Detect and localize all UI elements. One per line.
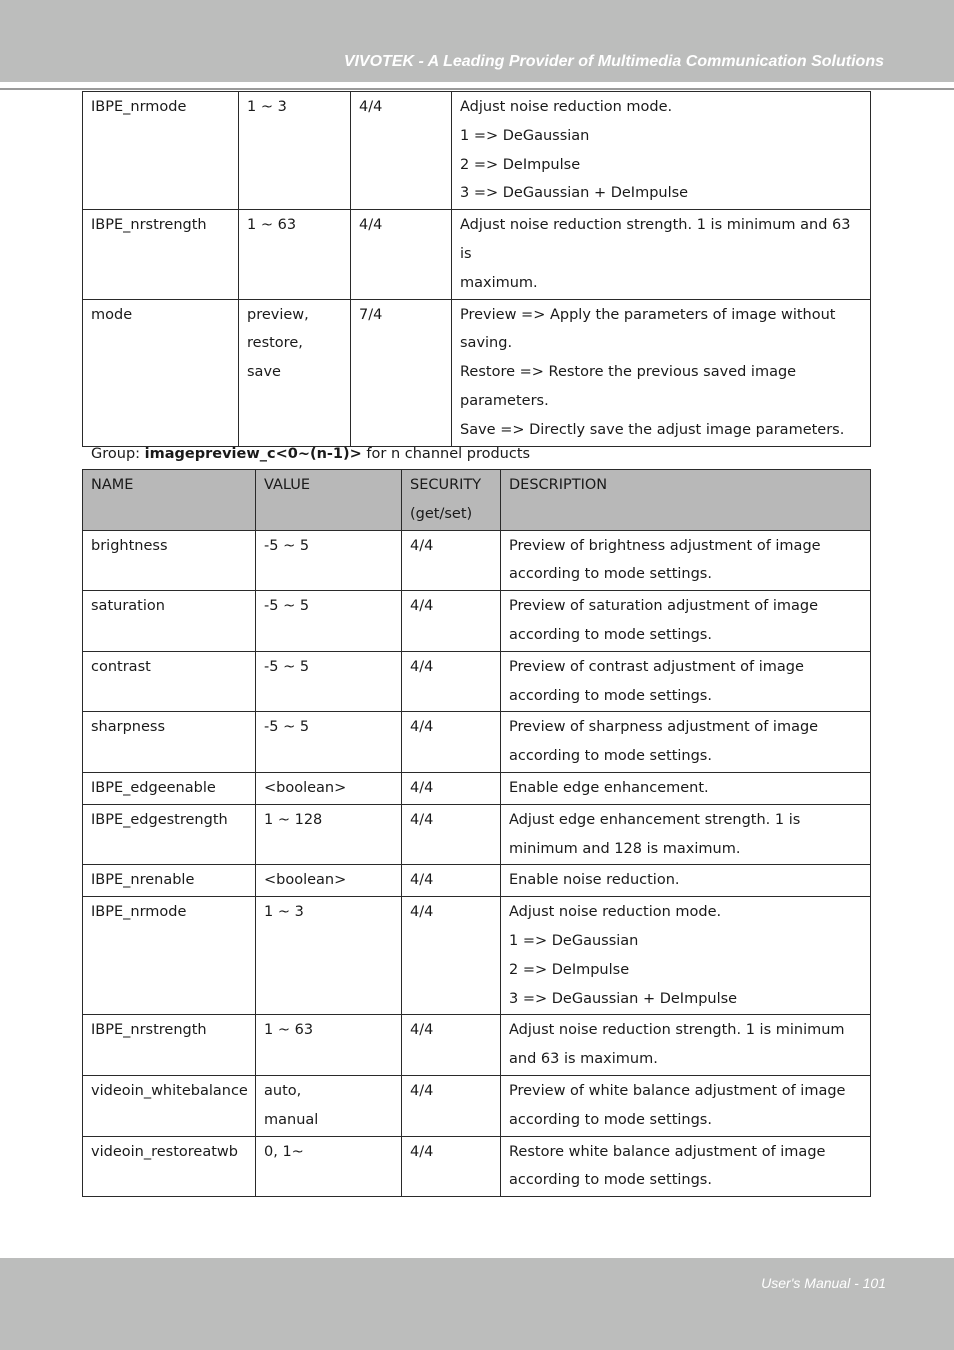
group-suffix: for n channel products <box>361 446 531 462</box>
param-name: IBPE_edgestrength <box>83 804 256 865</box>
param-description: Adjust noise reduction mode. 1 => DeGaussian 2 => DeImpulse 3 => DeGaussian + DeImpulse <box>452 92 871 210</box>
page-header <box>0 0 954 82</box>
table-row <box>83 530 871 591</box>
param-security: 7/4 <box>351 299 452 446</box>
param-value: 0, 1~ <box>256 1136 402 1197</box>
param-name: IBPE_nrstrength <box>83 210 239 299</box>
column-header-value: VALUE <box>256 470 402 531</box>
param-value: -5 ~ 5 <box>256 651 402 712</box>
table-row <box>83 804 871 865</box>
param-name: IBPE_nrstrength <box>83 1015 256 1076</box>
table-row <box>83 210 871 299</box>
table-row <box>83 772 871 804</box>
param-description: Preview of brightness adjustment of image according to mode settings. <box>501 530 871 591</box>
param-description: Enable noise reduction. <box>501 865 871 897</box>
param-name: videoin_whitebalance <box>83 1075 256 1136</box>
param-name: IBPE_nrmode <box>83 897 256 1015</box>
param-security: 4/4 <box>402 591 501 652</box>
param-description: Restore white balance adjustment of image according to mode settings. <box>501 1136 871 1197</box>
param-value: auto, manual <box>256 1075 402 1136</box>
param-security: 4/4 <box>402 772 501 804</box>
param-name: IBPE_edgeenable <box>83 772 256 804</box>
group-caption <box>91 443 530 465</box>
param-name: sharpness <box>83 712 256 773</box>
param-value: <boolean> <box>256 865 402 897</box>
param-value: 1 ~ 63 <box>239 210 351 299</box>
param-security: 4/4 <box>351 92 452 210</box>
param-security: 4/4 <box>402 530 501 591</box>
param-name: IBPE_nrmode <box>83 92 239 210</box>
table-row <box>83 1015 871 1076</box>
param-name: mode <box>83 299 239 446</box>
page-footer <box>0 1258 954 1350</box>
param-name: saturation <box>83 591 256 652</box>
param-description: Adjust edge enhancement strength. 1 is minimum and 128 is maximum. <box>501 804 871 865</box>
param-value: preview, restore, save <box>239 299 351 446</box>
param-value: 1 ~ 128 <box>256 804 402 865</box>
param-name: IBPE_nrenable <box>83 865 256 897</box>
table-row <box>83 865 871 897</box>
imagepreview-parameter-table <box>82 469 871 1197</box>
param-description: Adjust noise reduction strength. 1 is minimum and 63 is maximum. <box>501 1015 871 1076</box>
param-security: 4/4 <box>402 1136 501 1197</box>
parameter-table-continued <box>82 91 871 447</box>
header-divider <box>0 88 954 90</box>
param-description: Enable edge enhancement. <box>501 772 871 804</box>
param-name: contrast <box>83 651 256 712</box>
table-row <box>83 712 871 773</box>
param-security: 4/4 <box>402 804 501 865</box>
table-row <box>83 897 871 1015</box>
param-description: Preview of contrast adjustment of image according to mode settings. <box>501 651 871 712</box>
param-value: 1 ~ 63 <box>256 1015 402 1076</box>
column-header-name: NAME <box>83 470 256 531</box>
table-row <box>83 1136 871 1197</box>
column-header-description: DESCRIPTION <box>501 470 871 531</box>
param-value: 1 ~ 3 <box>256 897 402 1015</box>
param-description: Adjust noise reduction strength. 1 is minimum and 63 is maximum. <box>452 210 871 299</box>
param-name: brightness <box>83 530 256 591</box>
param-security: 4/4 <box>351 210 452 299</box>
param-description: Preview of saturation adjustment of image according to mode settings. <box>501 591 871 652</box>
param-security: 4/4 <box>402 1075 501 1136</box>
param-description: Preview => Apply the parameters of image without saving. Restore => Restore the previous saved image parameters. Save => Directly save the adjust image parameters. <box>452 299 871 446</box>
param-security: 4/4 <box>402 897 501 1015</box>
param-value: -5 ~ 5 <box>256 591 402 652</box>
param-security: 4/4 <box>402 651 501 712</box>
table-header-row <box>83 470 871 531</box>
table-row <box>83 591 871 652</box>
param-security: 4/4 <box>402 1015 501 1076</box>
param-value: <boolean> <box>256 772 402 804</box>
param-value: -5 ~ 5 <box>256 712 402 773</box>
param-name: videoin_restoreatwb <box>83 1136 256 1197</box>
param-security: 4/4 <box>402 712 501 773</box>
table-row <box>83 299 871 446</box>
table-row <box>83 92 871 210</box>
param-description: Preview of sharpness adjustment of image according to mode settings. <box>501 712 871 773</box>
page-number: User's Manual - 101 <box>761 1275 886 1291</box>
group-prefix: Group: <box>91 446 145 462</box>
param-value: -5 ~ 5 <box>256 530 402 591</box>
table-row <box>83 1075 871 1136</box>
group-name: imagepreview_c<0~(n-1)> <box>144 446 362 462</box>
table-row <box>83 651 871 712</box>
param-value: 1 ~ 3 <box>239 92 351 210</box>
column-header-security: SECURITY (get/set) <box>402 470 501 531</box>
param-security: 4/4 <box>402 865 501 897</box>
param-description: Adjust noise reduction mode. 1 => DeGaussian 2 => DeImpulse 3 => DeGaussian + DeImpulse <box>501 897 871 1015</box>
header-title: VIVOTEK - A Leading Provider of Multimedia Communication Solutions <box>343 53 884 70</box>
param-description: Preview of white balance adjustment of image according to mode settings. <box>501 1075 871 1136</box>
